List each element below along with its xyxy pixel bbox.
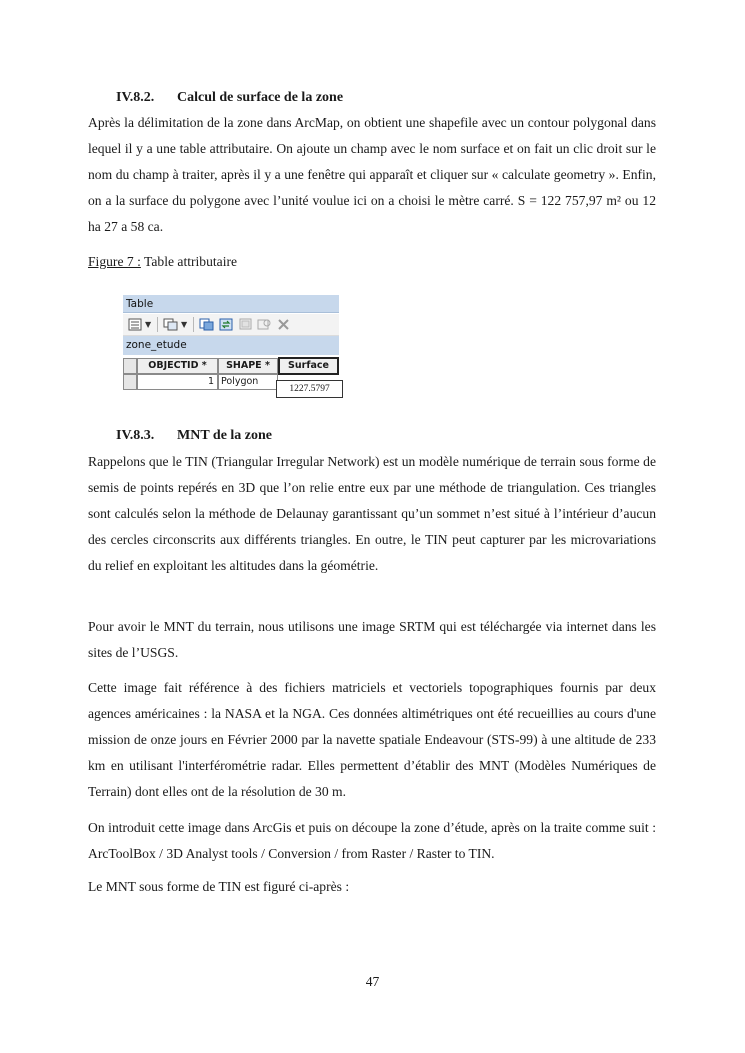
cell-shape[interactable]: Polygon <box>218 374 278 390</box>
toolbar-separator <box>193 317 194 332</box>
related-tables-icon[interactable] <box>163 318 178 331</box>
table-toolbar <box>123 314 339 336</box>
section-title: MNT de la zone <box>177 428 273 443</box>
window-title-bar: Table <box>123 295 339 313</box>
paragraph-srtm-image: Pour avoir le MNT du terrain, nous utilisons une image SRTM qui est téléchargée via internet dans les sites de l’USGS. <box>88 619 656 660</box>
select-by-attributes-icon[interactable] <box>199 318 214 331</box>
figure-caption <box>88 253 237 271</box>
paragraph-tin-intro: Le MNT sous forme de TIN est figuré ci-après : <box>88 879 350 894</box>
cell-surface-value[interactable]: 1227.5797 <box>276 380 343 398</box>
page-number: 47 <box>365 974 380 989</box>
switch-selection-icon[interactable] <box>219 318 234 331</box>
attribute-table-window <box>123 295 339 397</box>
chevron-down-icon[interactable]: ▼ <box>145 320 152 329</box>
paragraph-surface-calculation: Après la délimitation de la zone dans ArcMap, on obtient une shapefile avec un contour polygonal dans lequel il y a une table attributaire. On ajoute un champ avec le nom surface et on fait un clic droit sur le nom du champ à traiter, après il y a une fenêtre qui apparaît et cliquer sur « calculate geometry ». Enfin, on a la surface du polygone avec l’unité voulue ici on a choisi le mètre carré. S = 122 757,97 m² ou 12 ha 27 a 58 ca. <box>88 115 656 234</box>
row-selector[interactable] <box>123 374 137 390</box>
section-heading-iv-8-3 <box>116 427 272 445</box>
section-heading-iv-8-2 <box>116 89 343 107</box>
paragraph-tin-definition: Rappelons que le TIN (Triangular Irregular Network) est un modèle numérique de terrain sous forme de semis de points repérés en 3D que l’on relie entre eux par une méthode de triangulation. Ces triangles sont calculés selon la méthode de Delaunay garantissant qu’un sommet n’est situé à l’intérieur d’aucun des cercles circonscrits aux différents triangles. En outre, le TIN peut capturer par les microvariations du relief en exploitant les altitudes dans la géométrie. <box>88 454 656 573</box>
section-title: Calcul de surface de la zone <box>177 90 344 105</box>
figure-caption-text: Table attributaire <box>140 254 238 269</box>
column-header-objectid[interactable]: OBJECTID * <box>137 358 218 374</box>
section-number: IV.8.3. <box>116 428 155 443</box>
section-number: IV.8.2. <box>116 90 155 105</box>
column-header-surface[interactable]: Surface <box>278 357 339 375</box>
column-header-shape[interactable]: SHAPE * <box>218 358 278 374</box>
row-selector-header <box>123 358 137 374</box>
table-options-icon[interactable] <box>128 318 142 331</box>
toolbar-separator <box>157 317 158 332</box>
cell-objectid[interactable]: 1 <box>137 374 218 390</box>
chevron-down-icon[interactable]: ▼ <box>181 320 188 329</box>
table-tab-zone-etude[interactable]: zone_etude <box>123 336 339 355</box>
clear-selection-icon[interactable] <box>239 318 253 331</box>
paragraph-srtm-details: Cette image fait référence à des fichiers matriciels et vectoriels topographiques fournis par deux agences américaines : la NASA et la NGA. Ces données altimétriques ont été recueillies au cours d'une mission de onze jours en Février 2000 par la navette spatiale Endeavour (STS-99) à une altitude de 233 km en utilisant l'interférométrie radar. Elles permettent d’établir des MNT (Modèles Numériques de Terrain) dont elles ont de la résolution de 30 m. <box>88 680 656 799</box>
figure-label: Figure 7 : <box>88 254 141 269</box>
paragraph-arcgis-processing: On introduit cette image dans ArcGis et puis on découpe la zone d’étude, après on la traite comme suit : ArcToolBox / 3D Analyst tools / Conversion / from Raster / Raster to TIN. <box>88 820 656 861</box>
zoom-to-selected-icon[interactable] <box>257 318 272 331</box>
delete-selected-icon[interactable] <box>277 318 290 331</box>
